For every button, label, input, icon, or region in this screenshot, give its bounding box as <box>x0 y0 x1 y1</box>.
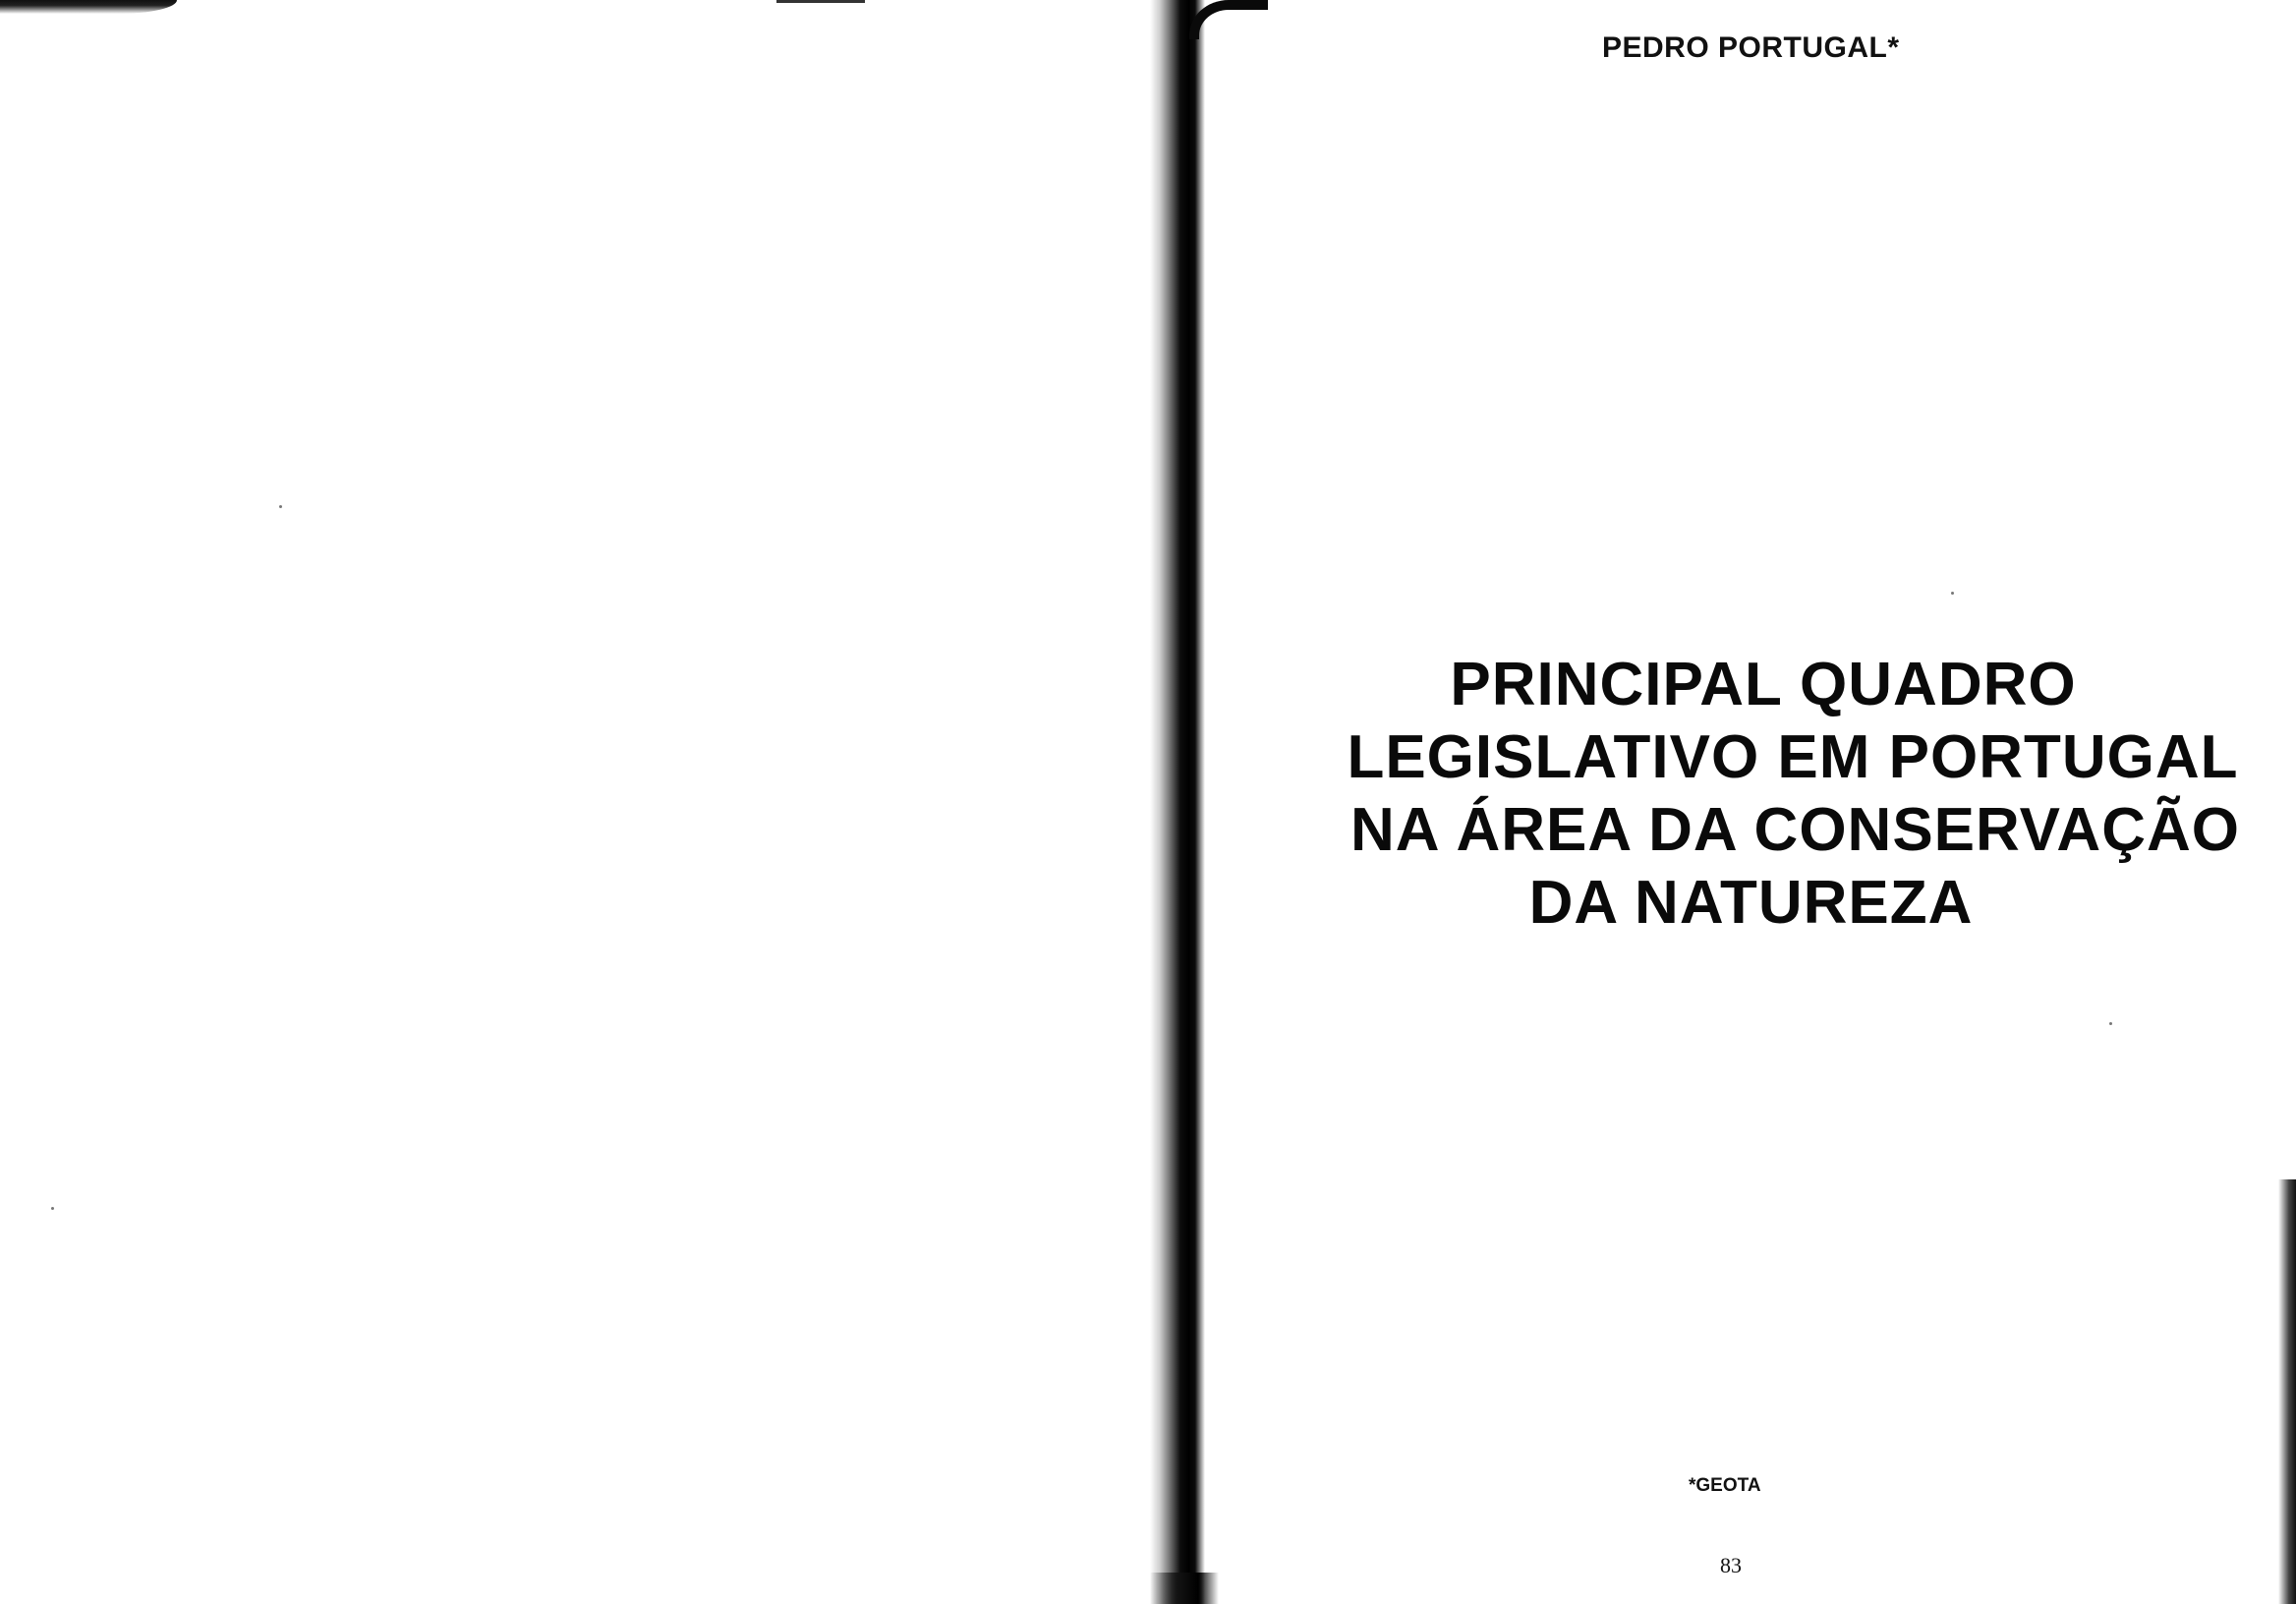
right-page <box>1209 0 2278 1604</box>
title-line-3: NA ÁREA DA CONSERVAÇÃO <box>1350 796 2240 864</box>
author-affiliation-footnote: *GEOTA <box>1689 1475 1761 1496</box>
article-title <box>1209 649 2278 940</box>
book-gutter-shadow <box>1150 0 1205 1604</box>
scan-edge-shadow-top-mid <box>776 0 865 3</box>
scan-speck <box>51 1207 54 1210</box>
scan-speck <box>279 505 282 508</box>
title-line-4: DA NATUREZA <box>1528 869 1974 937</box>
author-name: PEDRO PORTUGAL* <box>1602 31 1900 64</box>
title-line-2: LEGISLATIVO EM PORTUGAL <box>1347 723 2239 791</box>
title-line-1: PRINCIPAL QUADRO <box>1450 651 2077 718</box>
right-edge-shadow <box>2278 1179 2296 1604</box>
page-number: 83 <box>1720 1553 1742 1577</box>
scan-edge-shadow-top-left <box>0 0 177 14</box>
